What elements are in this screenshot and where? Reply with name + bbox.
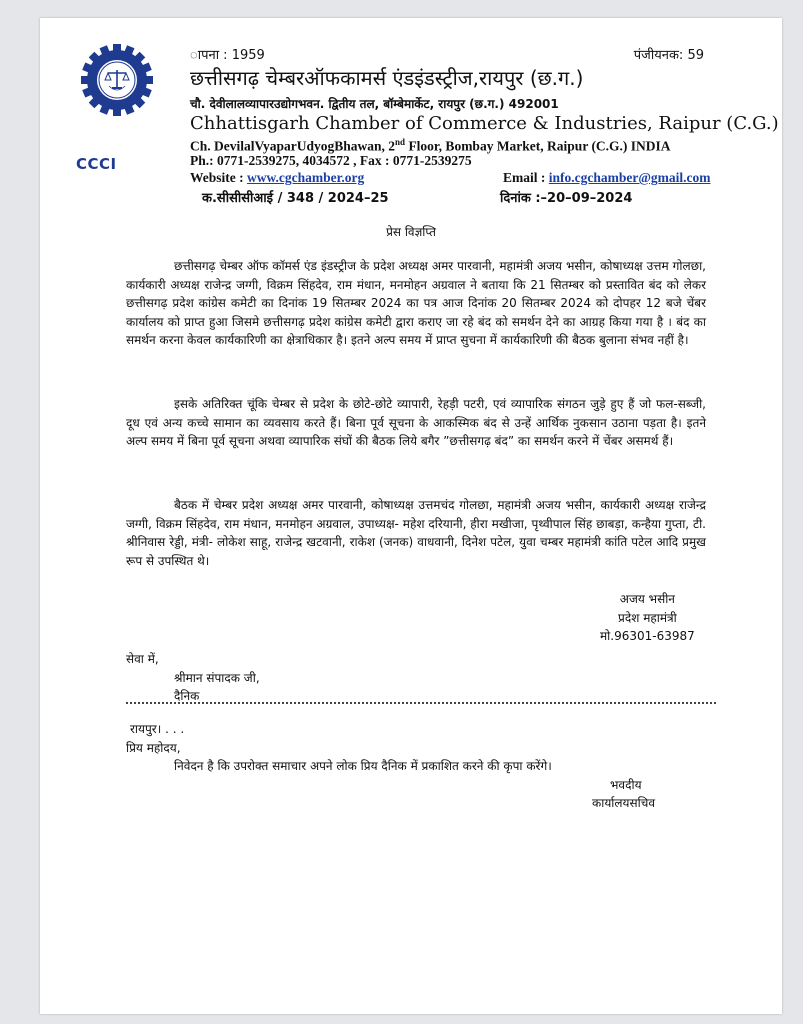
website-line [190, 170, 364, 186]
registration-number: पंजीयनक: 59 [633, 48, 704, 63]
dainik-label: दैनिक [174, 689, 200, 703]
gear-seal-icon [79, 42, 155, 118]
org-address-english-part1: Ch. DevilalVyaparUdyogBhawan, 2 [190, 138, 396, 154]
org-address-hindi [190, 95, 559, 112]
website-link[interactable]: www.cgchamber.org [247, 170, 365, 185]
org-name-hindi: छत्तीसगढ़ चेम्बरऑफकामर्स एंडइंडस्ट्रीज,रायपुर (छ.ग.) [190, 66, 584, 90]
email-link[interactable]: info.cgchamber@gmail.com [548, 170, 711, 185]
reference-number: क.सीसीसीआई / 348 / 2024–25 [202, 191, 389, 206]
ccci-logo-text: CCCI [76, 155, 117, 173]
org-name-english: Chhattisgarh Chamber of Commerce & Industries, Raipur (C.G.) [190, 113, 779, 134]
salutation: प्रिय महोदय, [126, 741, 181, 755]
closing-bhavdiya: भवदीय [610, 778, 642, 792]
press-release-letter [40, 18, 782, 1014]
request-text: निवेदन है कि उपरोक्त समाचार अपने लोक प्रिय दैनिक में प्रकाशित करने की कृपा करेंगे। [174, 759, 552, 773]
org-address-english-sup: nd [395, 137, 406, 147]
established-year: ापना : 1959 [190, 48, 265, 63]
org-address-hindi-pin: 492001 [508, 97, 559, 111]
website-label: Website : [190, 170, 244, 185]
body-paragraph: इसके अतिरिक्त चूंकि चेम्बर से प्रदेश के छोटे-छोटे व्यापारी, रेहड़ी पटरी, एवं व्यापारिक संगठन जुड़े हुए हैं जो फल-सब्जी, दूध एवं अन्य कच्चे सामान का व्यवसाय करते हैं। बिना पूर्व सूचना के आकस्मिक बंद से उन्हें आर्थिक नुकसान उठाना पड़ता है। इतने अल्प समय में बिना पूर्व सूचना अथवा व्यापारिक संघों की बैठक लिये बगैर ”छत्तीसगढ़ बंद” का समर्थन करने में चेंबर असमर्थ हैं। [126, 397, 706, 448]
org-address-hindi-main: चौ. देवीलालव्यापारउद्योगभवन. द्वितीय तल, बॉम्बेमार्केट, रायपुर (छ.ग.) [190, 97, 505, 111]
signature-block [600, 590, 695, 646]
addressee: श्रीमान संपादक जी, [174, 671, 260, 685]
ccci-gear-logo [79, 42, 155, 118]
email-label: Email : [503, 170, 546, 185]
body-paragraph: बैठक में चेम्बर प्रदेश अध्यक्ष अमर पारवानी, कोषाध्यक्ष उत्तमचंद गोलछा, महामंत्री अजय भसीन, कार्यकारी अध्यक्ष राजेन्द्र जग्गी, विक्रम सिंहदेव, राम मंधान, मनमोहन अग्रवाल, उपाध्यक्ष- महेश दरियानी, हीरा मखीजा, पृथ्वीपाल सिंह छाबड़ा, कन्हैया गुप्ता, टी. श्रीनिवास रेड्डी, मंत्री- लोकेश साहू, राजेन्द्र खटवानी, राकेश (जनक) वाधवानी, दिनेश पटेल, युवा चम्बर महामंत्री कांति पटेल आदि प्रमुख रूप से उपस्थित थे। [126, 498, 706, 568]
letter-date: दिनांक :–20–09–2024 [500, 191, 633, 206]
signatory-mobile: मो.96301-63987 [600, 629, 695, 643]
press-release-title: प्रेस विज्ञप्ति [386, 225, 436, 239]
seva-mein: सेवा में, [126, 652, 159, 666]
org-address-english-part2: Floor, Bombay Market, Raipur (C.G.) INDIA [405, 138, 671, 154]
raipur-line: रायपुर। . . . [130, 722, 185, 736]
signatory-designation: प्रदेश महामंत्री [618, 610, 677, 625]
body-paragraph: छत्तीसगढ़ चेम्बर ऑफ कॉमर्स एंड इंडस्ट्रीज के प्रदेश अध्यक्ष अमर पारवानी, महामंत्री अजय भसीन, कोषाध्यक्ष उत्तम गोलछा, कार्यकारी अध्यक्ष राजेन्द्र जग्गी, विक्रम सिंहदेव, राम मंधान, मनमोहन अग्रवाल ने बताया कि 21 सितम्बर को प्रस्तावित बंद को लेकर छत्तीसगढ़ प्रदेश कांग्रेस कमेटी का दिनांक 19 सितम्बर 2024 का पत्र आज दिनांक 20 सितम्बर 2024 को दोपहर 12 बजे चेंबर कार्यालय को प्राप्त हुआ जिसमे छत्तीसगढ़ प्रदेश कांग्रेस कमेटी द्वारा कराए जा रहे बंद को समर्थन देने का आग्रह किया गया है । बंद का समर्थन करना केवल कार्यकारिणी का क्षेत्राधिकार है। इतने अल्प समय में प्राप्त सुचना में कार्यकारिणी की बैठक बुलाना संभव नहीं है। [126, 259, 706, 347]
signatory-name: अजय भसीन [619, 592, 675, 606]
dotted-separator [126, 702, 716, 706]
email-line [503, 170, 711, 186]
phone-fax-line: Ph.: 0771-2539275, 4034572 , Fax : 0771-2539275 [190, 153, 472, 168]
office-secretary: कार्यालयसचिव [592, 796, 656, 810]
org-address-english [190, 137, 671, 155]
